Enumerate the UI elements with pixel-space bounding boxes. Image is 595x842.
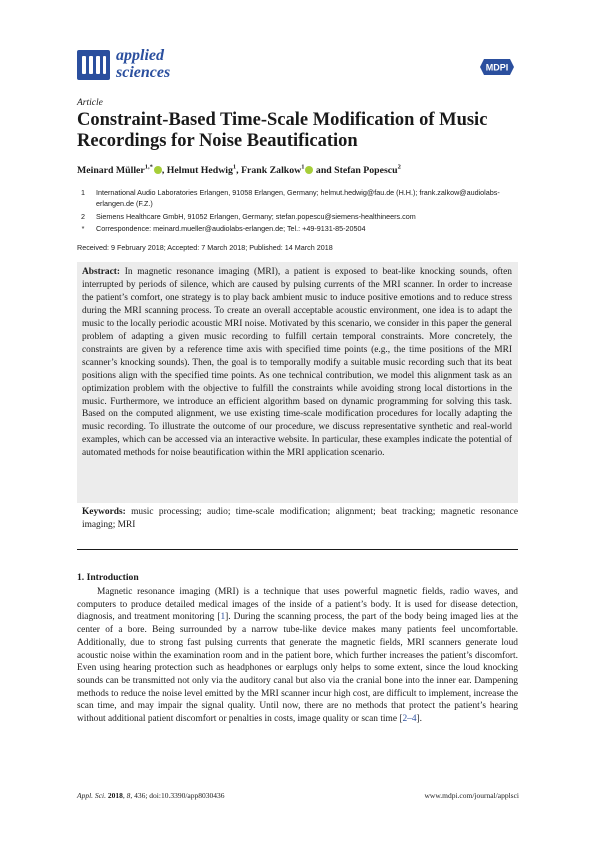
author-affiliation-sup: 1 (232, 163, 237, 171)
author-name: Helmut Hedwig (166, 165, 233, 176)
journal-name-line1: applied (116, 47, 164, 64)
author-name: Frank Zalkow (241, 165, 302, 176)
journal-logo (77, 50, 110, 80)
affiliation-text: International Audio Laboratories Erlangen, 91058 Erlangen, Germany; helmut.hedwig@fau.de (H.H.); frank.zalkow@audiolabs-erlangen.de (F.Z.) (96, 188, 500, 208)
author-affiliation-sup: 1,* (144, 163, 153, 171)
author-affiliation-sup: 2 (397, 163, 401, 171)
author-separator: , (236, 165, 242, 176)
abstract (82, 266, 512, 460)
orcid-icon[interactable] (154, 166, 162, 174)
journal-url[interactable]: www.mdpi.com/journal/applsci (424, 791, 519, 800)
citation-link[interactable]: 1 (220, 612, 226, 623)
keywords-text: music processing; audio; time-scale modification; alignment; beat tracking; magnetic resonance imaging; MRI (82, 507, 518, 530)
author-separator: and (313, 165, 335, 176)
affiliation-mark: 1 (81, 188, 85, 197)
abstract-box (77, 262, 518, 503)
section-divider (77, 549, 518, 550)
author-name: Meinard Müller (77, 165, 145, 176)
paper-title: Constraint-Based Time-Scale Modification of Music Recordings for Noise Beautification (77, 110, 488, 151)
footer-doi: , 436; doi:10.3390/app8030436 (130, 791, 225, 800)
abstract-label: Abstract: (82, 267, 121, 277)
keywords-label: Keywords: (82, 507, 126, 517)
footer-year: 2018 (107, 791, 123, 800)
publication-dates: Received: 9 February 2018; Accepted: 7 March 2018; Published: 14 March 2018 (77, 243, 333, 252)
author-name: Stefan Popescu (334, 165, 398, 176)
paragraph-text: ]. During the scanning process, the part of the body being imaged lies at the center of a bore. Being surrounded by a narrow tube-like device makes many patients feel uncomfortable. Additionally, due to strong fast pulsing currents that generate the magnetic fields, MRI scanners generate loud acoustic noise within the examination room and in the patient bore, which further increases the patient’s discomfort. Even using hearing protection such as headphones or earplugs only helps to some extent, since the loud knocking sounds can be transmitted not only via the auditory canal but also via the cranial bone into the inner ear. Dampening methods to reduce the noise level emitted by the MRI scanner incur high cost, are difficult to implement, increase the scan time, and may impair the signal quality. Until now, there are no methods that protect the patient’s hearing without additional patient discomfort or penalties in costs, image quality or scan time [ (77, 612, 518, 725)
publisher-logo-text: MDPI (485, 62, 509, 73)
correspondence-text: Correspondence: meinard.mueller@audiolabs-erlangen.de; Tel.: +49-9131-85-20504 (96, 224, 366, 233)
citation-link[interactable]: 2–4 (402, 714, 417, 725)
affiliation-text: Siemens Healthcare GmbH, 91052 Erlangen, Germany; stefan.popescu@siemens-healthineers.com (96, 212, 416, 221)
affiliation-mark: 2 (81, 212, 85, 221)
correspondence-mark: * (81, 224, 85, 233)
publisher-logo (478, 57, 516, 77)
paragraph-text: Magnetic resonance imaging (MRI) is a technique that uses powerful magnetic fields, radio waves, and computers to produce detailed medical images of the inside of a patient’s body. It is used for disease detection, diagnosis, and treatment monitoring [ (77, 587, 518, 623)
section-heading: 1. Introduction (77, 572, 139, 583)
author-affiliation-sup: 1 (301, 163, 305, 171)
journal-abbrev: Appl. Sci. (77, 791, 106, 800)
footer-volume: 8 (126, 791, 131, 800)
footer-citation: Appl. Sci. 2018, 8, 436; doi:10.3390/app8030436 (77, 791, 225, 800)
abstract-text: In magnetic resonance imaging (MRI), a patient is exposed to beat-like knocking sounds, often interrupted by periods of silence, which are caused by pulsing currents of the MRI scanner. In order to increase the patient’s comfort, one strategy is to play back ambient music to induce positive emotions and to reduce stress during the MRI scanning process. To create an overall acceptable acoustic environment, one idea is to adapt the music to the locally periodic acoustic MRI noise. Motivated by this scenario, we consider in this paper the general problem of adapting a given music recording to fulfill certain temporal constraints. More concretely, the constraints are given by a reference time axis with specified time points (e.g., the time positions of the MRI scanner’s knocking sounds). Then, the goal is to temporally modify a suitable music recording such that its beat positions align with the specified time points. As one technical contribution, we model this alignment task as an optimization problem with the objective to fulfill the constraints while avoiding strong local distortions in the music. Furthermore, we introduce an efficient algorithm based on dynamic programming for solving this task. Based on the computed alignment, we use existing time-scale modification procedures for locally adapting the music recording. To illustrate the outcome of our procedure, we discuss representative synthetic and real-world examples, which can be accessed via an interactive website. In particular, these examples indicate the potential of automated methods for noise beautification within the MRI application scenario. (82, 267, 512, 459)
journal-name (116, 47, 236, 81)
keywords (82, 506, 518, 531)
introduction-paragraph (77, 586, 518, 726)
article-type: Article (77, 98, 103, 108)
author-list (77, 165, 527, 176)
paragraph-text: ]. (416, 714, 422, 725)
journal-name-line2: sciences (116, 64, 171, 81)
author-separator: , (161, 165, 167, 176)
